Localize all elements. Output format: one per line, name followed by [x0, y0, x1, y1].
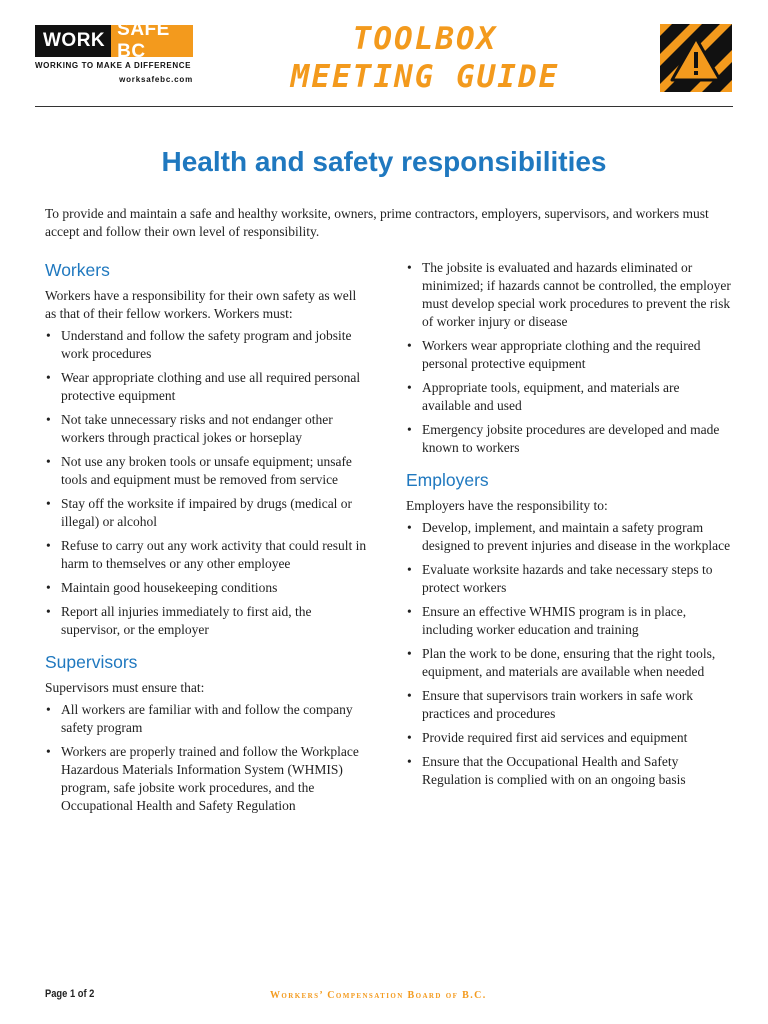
- worksafebc-logo: [35, 19, 193, 62]
- right-column: [406, 259, 731, 801]
- supervisors-list: [45, 701, 370, 815]
- list-item: • Stay off the worksite if impaired by drugs (medical or illegal) or alcohol: [45, 495, 370, 531]
- list-item: • Wear appropriate clothing and use all required personal protective equipment: [45, 369, 370, 405]
- list-item: • Emergency jobsite procedures are developed and made known to workers: [406, 421, 731, 457]
- hazard-warning-icon: [660, 24, 732, 92]
- supervisors-section-continued: [406, 259, 731, 457]
- page-title: Health and safety responsibilities: [161, 146, 607, 177]
- list-item: • Report all injuries immediately to first aid, the supervisor, or the employer: [45, 603, 370, 639]
- intro-paragraph: To provide and maintain a safe and healthy worksite, owners, prime contractors, employers, supervisors, and workers must accept and follow their own level of responsibility.: [45, 206, 709, 239]
- workers-list: [45, 327, 370, 639]
- list-item: • Workers wear appropriate clothing and the required personal protective equipment: [406, 337, 731, 373]
- list-item: • Evaluate worksite hazards and take necessary steps to protect workers: [406, 561, 731, 597]
- list-item: • Plan the work to be done, ensuring that the right tools, equipment, and materials are available when needed: [406, 645, 731, 681]
- logo-work-text: WORK: [35, 25, 111, 57]
- list-item: • Understand and follow the safety program and jobsite work procedures: [45, 327, 370, 363]
- supervisors-list-continued: [406, 259, 731, 457]
- logo-safe-text: SAFE BC: [111, 25, 193, 57]
- list-item: • Not take unnecessary risks and not endanger other workers through practical jokes or horseplay: [45, 411, 370, 447]
- list-item: • All workers are familiar with and follow the company safety program: [45, 701, 370, 737]
- footer-organization: Workers’ Compensation Board of B.C.: [270, 990, 487, 1001]
- list-item: • Maintain good housekeeping conditions: [45, 579, 370, 597]
- list-item: • Appropriate tools, equipment, and materials are available and used: [406, 379, 731, 415]
- website-link[interactable]: worksafebc.com: [119, 75, 193, 84]
- title-line-1: TOOLBOX: [352, 21, 498, 57]
- employers-section: [406, 469, 731, 789]
- header-divider: [35, 106, 733, 107]
- left-column: [45, 259, 370, 827]
- list-item: • Not use any broken tools or unsafe equipment; unsafe tools and equipment must be removed from service: [45, 453, 370, 489]
- document-title: [230, 20, 620, 96]
- list-item: • Ensure an effective WHMIS program is in place, including worker education and training: [406, 603, 731, 639]
- page-number: Page 1 of 2: [45, 988, 95, 1000]
- list-item: • Ensure that supervisors train workers in safe work practices and procedures: [406, 687, 731, 723]
- list-item: • Develop, implement, and maintain a safety program designed to prevent injuries and disease in the workplace: [406, 519, 731, 555]
- supervisors-lead: Supervisors must ensure that:: [45, 680, 205, 695]
- title-line-2: MEETING GUIDE: [290, 59, 560, 95]
- workers-heading: Workers: [45, 260, 110, 280]
- supervisors-heading: Supervisors: [45, 652, 138, 672]
- list-item: • The jobsite is evaluated and hazards eliminated or minimized; if hazards cannot be controlled, the employer must develop special work procedures to prevent the risk of worker injury or disease: [406, 259, 731, 331]
- supervisors-section: [45, 651, 370, 815]
- employers-list: [406, 519, 731, 789]
- list-item: • Ensure that the Occupational Health and Safety Regulation is complied with on an ongoing basis: [406, 753, 731, 789]
- workers-section: [45, 259, 370, 639]
- list-item: • Workers are properly trained and follow the Workplace Hazardous Materials Information System (WHMIS) program, safe jobsite work procedures, and the Occupational Health and Safety Regulation: [45, 743, 370, 815]
- employers-lead: Employers have the responsibility to:: [406, 498, 608, 513]
- list-item: • Provide required first aid services and equipment: [406, 729, 731, 747]
- workers-lead: Workers have a responsibility for their own safety as well as that of their fellow workers. Workers must:: [45, 288, 357, 321]
- logo-tagline: WORKING TO MAKE A DIFFERENCE: [35, 61, 192, 70]
- employers-heading: Employers: [406, 470, 489, 490]
- list-item: • Refuse to carry out any work activity that could result in harm to themselves or any other employee: [45, 537, 370, 573]
